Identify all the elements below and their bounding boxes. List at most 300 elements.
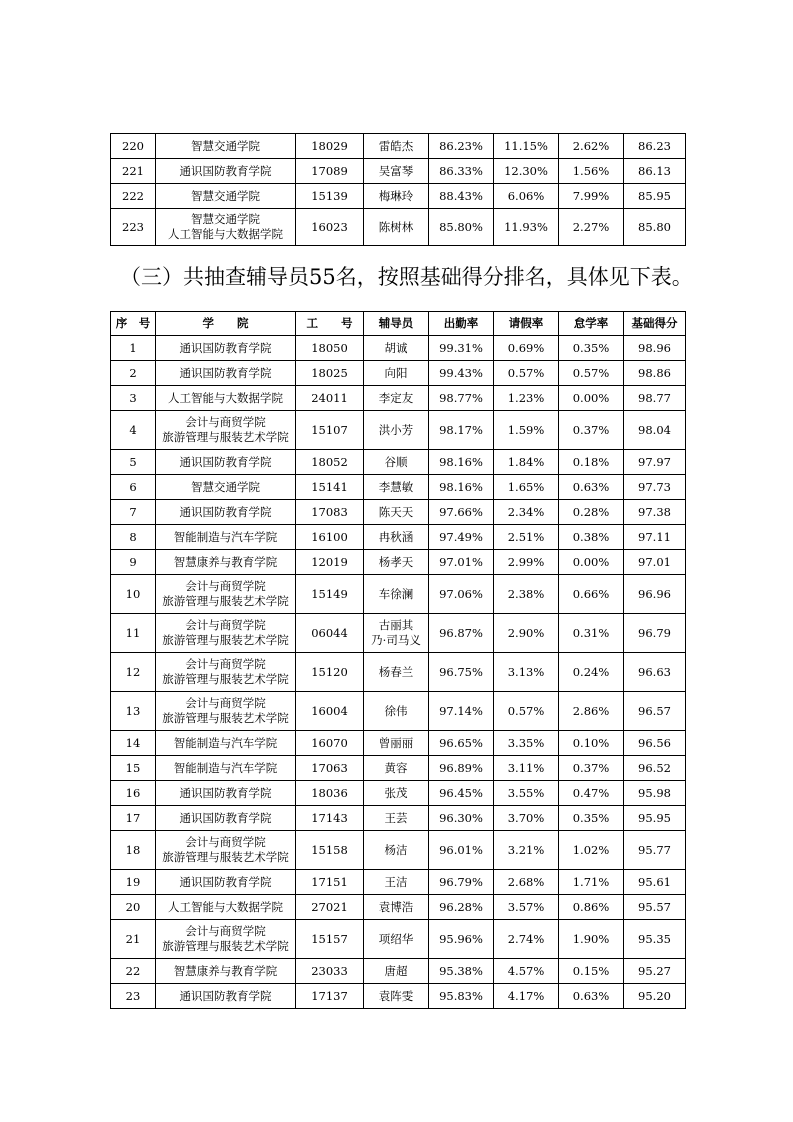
cell-college-line: 通识国防教育学院 (179, 365, 272, 380)
cell-attendance: 88.43% (429, 184, 494, 209)
header-seq: 序 号 (111, 312, 156, 336)
cell-id: 15158 (296, 831, 364, 870)
header-counselor: 辅导员 (364, 312, 429, 336)
cell-seq: 221 (111, 159, 156, 184)
cell-college-line: 通识国防教育学院 (179, 163, 272, 178)
cell-attendance: 96.45% (429, 781, 494, 806)
cell-seq: 22 (111, 959, 156, 984)
cell-absence: 0.31% (559, 614, 624, 653)
cell-counselor-line: 胡诚 (384, 340, 408, 355)
cell-college (156, 756, 296, 781)
cell-seq: 1 (111, 336, 156, 361)
cell-id: 15149 (296, 575, 364, 614)
cell-counselor (364, 870, 429, 895)
cell-counselor-line: 袁博浩 (378, 899, 414, 914)
cell-counselor-line: 乃·司马义 (371, 633, 421, 647)
cell-leave: 2.90% (494, 614, 559, 653)
cell-id: 06044 (296, 614, 364, 653)
table-row (111, 653, 686, 692)
cell-attendance: 96.79% (429, 870, 494, 895)
cell-seq: 21 (111, 920, 156, 959)
cell-score: 96.57 (624, 692, 686, 731)
cell-college-line: 会计与商贸学院 (185, 924, 266, 938)
cell-college (156, 870, 296, 895)
cell-counselor (364, 159, 429, 184)
cell-college (156, 386, 296, 411)
header-attendance: 出勤率 (429, 312, 494, 336)
cell-score: 98.77 (624, 386, 686, 411)
cell-college-line: 会计与商贸学院 (185, 618, 266, 632)
cell-score: 96.96 (624, 575, 686, 614)
cell-seq: 9 (111, 550, 156, 575)
cell-score: 85.80 (624, 209, 686, 246)
cell-college-line: 旅游管理与服装艺术学院 (162, 711, 289, 725)
cell-counselor-line: 车徐澜 (378, 586, 414, 601)
cell-attendance: 86.23% (429, 134, 494, 159)
cell-leave: 11.93% (494, 209, 559, 246)
cell-counselor-line: 徐伟 (384, 703, 408, 718)
cell-leave: 2.68% (494, 870, 559, 895)
cell-attendance: 96.01% (429, 831, 494, 870)
cell-score: 97.11 (624, 525, 686, 550)
cell-id: 18029 (296, 134, 364, 159)
cell-college-line: 智能制造与汽车学院 (173, 735, 278, 750)
header-absence: 怠学率 (559, 312, 624, 336)
section-heading: （三）共抽查辅导员55名，按照基础得分排名，具体见下表。 (120, 265, 693, 289)
cell-counselor (364, 806, 429, 831)
cell-leave: 3.57% (494, 895, 559, 920)
cell-college-line: 智慧交通学院 (191, 188, 260, 203)
table-row (111, 550, 686, 575)
cell-leave: 2.34% (494, 500, 559, 525)
cell-attendance: 96.65% (429, 731, 494, 756)
cell-attendance: 97.49% (429, 525, 494, 550)
cell-counselor-line: 向阳 (384, 365, 408, 380)
cell-seq: 6 (111, 475, 156, 500)
cell-leave: 3.35% (494, 731, 559, 756)
cell-college-line: 通识国防教育学院 (179, 340, 272, 355)
cell-seq: 7 (111, 500, 156, 525)
cell-college (156, 959, 296, 984)
table-row (111, 731, 686, 756)
cell-college (156, 184, 296, 209)
cell-attendance: 97.66% (429, 500, 494, 525)
cell-college-line: 旅游管理与服装艺术学院 (162, 430, 289, 444)
cell-score: 98.96 (624, 336, 686, 361)
cell-id: 23033 (296, 959, 364, 984)
cell-counselor-line: 张茂 (384, 785, 408, 800)
counselor-ranking-table (110, 311, 686, 1009)
cell-counselor-line: 冉秋涵 (378, 529, 414, 544)
cell-leave: 2.38% (494, 575, 559, 614)
cell-counselor-line: 王洁 (384, 874, 408, 889)
cell-counselor-line: 项绍华 (378, 931, 414, 946)
table-row (111, 806, 686, 831)
cell-leave: 4.17% (494, 984, 559, 1009)
cell-absence: 0.86% (559, 895, 624, 920)
cell-counselor-line: 袁阵雯 (378, 988, 414, 1003)
header-leave: 请假率 (494, 312, 559, 336)
cell-college-line: 通识国防教育学院 (179, 504, 272, 519)
cell-seq: 10 (111, 575, 156, 614)
table-row (111, 184, 686, 209)
cell-leave: 3.21% (494, 831, 559, 870)
cell-seq: 14 (111, 731, 156, 756)
cell-absence: 0.63% (559, 984, 624, 1009)
cell-leave: 3.55% (494, 781, 559, 806)
cell-college-line: 会计与商贸学院 (185, 835, 266, 849)
cell-score: 97.01 (624, 550, 686, 575)
cell-attendance: 98.16% (429, 450, 494, 475)
cell-absence: 0.37% (559, 411, 624, 450)
cell-counselor-line: 杨春兰 (378, 664, 414, 679)
cell-seq: 223 (111, 209, 156, 246)
cell-college-line: 智能制造与汽车学院 (173, 529, 278, 544)
cell-attendance: 99.43% (429, 361, 494, 386)
cell-counselor (364, 411, 429, 450)
cell-id: 18052 (296, 450, 364, 475)
cell-absence: 1.90% (559, 920, 624, 959)
cell-id: 16100 (296, 525, 364, 550)
cell-college-line: 通识国防教育学院 (179, 874, 272, 889)
cell-counselor (364, 920, 429, 959)
cell-id: 17151 (296, 870, 364, 895)
cell-attendance: 96.89% (429, 756, 494, 781)
cell-counselor-line: 唐超 (384, 963, 408, 978)
cell-college (156, 525, 296, 550)
cell-absence: 0.35% (559, 336, 624, 361)
table-row (111, 411, 686, 450)
cell-score: 97.73 (624, 475, 686, 500)
cell-score: 98.86 (624, 361, 686, 386)
cell-id: 24011 (296, 386, 364, 411)
cell-attendance: 98.17% (429, 411, 494, 450)
cell-college-line: 智慧康养与教育学院 (173, 554, 278, 569)
cell-counselor (364, 336, 429, 361)
cell-score: 96.79 (624, 614, 686, 653)
cell-attendance: 96.87% (429, 614, 494, 653)
cell-id: 15139 (296, 184, 364, 209)
cell-seq: 220 (111, 134, 156, 159)
cell-score: 95.57 (624, 895, 686, 920)
cell-score: 96.52 (624, 756, 686, 781)
cell-counselor (364, 475, 429, 500)
table-row (111, 870, 686, 895)
cell-leave: 6.06% (494, 184, 559, 209)
cell-college (156, 336, 296, 361)
table-row (111, 575, 686, 614)
cell-absence: 0.15% (559, 959, 624, 984)
cell-leave: 1.65% (494, 475, 559, 500)
cell-absence: 0.28% (559, 500, 624, 525)
cell-absence: 0.47% (559, 781, 624, 806)
cell-leave: 1.59% (494, 411, 559, 450)
cell-college (156, 209, 296, 246)
cell-college-line: 智慧交通学院 (191, 479, 260, 494)
cell-id: 16023 (296, 209, 364, 246)
cell-counselor (364, 134, 429, 159)
table-row (111, 959, 686, 984)
cell-college (156, 731, 296, 756)
cell-score: 97.97 (624, 450, 686, 475)
cell-college (156, 475, 296, 500)
table-row (111, 159, 686, 184)
table-row (111, 386, 686, 411)
cell-college-line: 智能制造与汽车学院 (173, 760, 278, 775)
table-row (111, 781, 686, 806)
cell-counselor-line: 古丽其 (378, 618, 414, 632)
cell-id: 15120 (296, 653, 364, 692)
cell-leave: 12.30% (494, 159, 559, 184)
cell-counselor (364, 500, 429, 525)
cell-counselor (364, 781, 429, 806)
cell-id: 16070 (296, 731, 364, 756)
cell-leave: 0.57% (494, 692, 559, 731)
cell-college-line: 旅游管理与服装艺术学院 (162, 633, 289, 647)
cell-college (156, 134, 296, 159)
cell-college (156, 895, 296, 920)
cell-absence: 2.62% (559, 134, 624, 159)
cell-absence: 0.10% (559, 731, 624, 756)
cell-counselor-line: 黄容 (384, 760, 408, 775)
cell-attendance: 98.77% (429, 386, 494, 411)
cell-counselor-line: 王芸 (384, 810, 408, 825)
cell-score: 95.35 (624, 920, 686, 959)
cell-leave: 0.69% (494, 336, 559, 361)
table-row (111, 525, 686, 550)
cell-college-line: 会计与商贸学院 (185, 415, 266, 429)
cell-counselor (364, 959, 429, 984)
cell-counselor-line: 李慧敏 (378, 479, 414, 494)
cell-college-line: 人工智能与大数据学院 (168, 227, 283, 241)
cell-id: 18036 (296, 781, 364, 806)
cell-seq: 3 (111, 386, 156, 411)
cell-seq: 11 (111, 614, 156, 653)
cell-counselor-line: 吴富琴 (378, 163, 414, 178)
cell-college-line: 通识国防教育学院 (179, 988, 272, 1003)
cell-attendance: 97.14% (429, 692, 494, 731)
cell-id: 15157 (296, 920, 364, 959)
cell-college-line: 人工智能与大数据学院 (168, 899, 283, 914)
cell-college (156, 450, 296, 475)
cell-id: 17063 (296, 756, 364, 781)
cell-seq: 15 (111, 756, 156, 781)
cell-counselor (364, 614, 429, 653)
cell-absence: 0.37% (559, 756, 624, 781)
cell-seq: 23 (111, 984, 156, 1009)
table-row (111, 984, 686, 1009)
cell-score: 95.95 (624, 806, 686, 831)
header-id: 工 号 (296, 312, 364, 336)
cell-seq: 5 (111, 450, 156, 475)
cell-college (156, 806, 296, 831)
table-row (111, 895, 686, 920)
cell-seq: 4 (111, 411, 156, 450)
cell-score: 95.27 (624, 959, 686, 984)
table-row (111, 831, 686, 870)
cell-absence: 2.86% (559, 692, 624, 731)
cell-college (156, 614, 296, 653)
cell-counselor (364, 450, 429, 475)
cell-seq: 18 (111, 831, 156, 870)
cell-college-line: 通识国防教育学院 (179, 454, 272, 469)
cell-score: 95.61 (624, 870, 686, 895)
cell-id: 27021 (296, 895, 364, 920)
cell-college (156, 575, 296, 614)
cell-counselor-line: 梅琳玲 (378, 188, 414, 203)
cell-counselor-line: 李定友 (378, 390, 414, 405)
cell-seq: 13 (111, 692, 156, 731)
cell-counselor (364, 184, 429, 209)
cell-id: 12019 (296, 550, 364, 575)
cell-absence: 2.27% (559, 209, 624, 246)
table-body (111, 336, 686, 1009)
cell-counselor-line: 雷皓杰 (378, 138, 414, 153)
table-row (111, 692, 686, 731)
cell-counselor-line: 谷顺 (384, 454, 408, 469)
table-row (111, 920, 686, 959)
cell-absence: 0.00% (559, 550, 624, 575)
cell-counselor (364, 731, 429, 756)
cell-counselor (364, 209, 429, 246)
cell-absence: 0.57% (559, 361, 624, 386)
table-row (111, 134, 686, 159)
cell-college (156, 781, 296, 806)
cell-college-line: 智慧交通学院 (191, 138, 260, 153)
cell-counselor (364, 831, 429, 870)
cell-absence: 0.38% (559, 525, 624, 550)
cell-leave: 2.74% (494, 920, 559, 959)
cell-counselor (364, 692, 429, 731)
cell-leave: 2.51% (494, 525, 559, 550)
cell-score: 95.77 (624, 831, 686, 870)
cell-score: 98.04 (624, 411, 686, 450)
cell-college-line: 会计与商贸学院 (185, 657, 266, 671)
cell-attendance: 85.80% (429, 209, 494, 246)
table-header-row (111, 312, 686, 336)
table-row (111, 500, 686, 525)
cell-counselor (364, 386, 429, 411)
cell-absence: 0.24% (559, 653, 624, 692)
cell-score: 86.23 (624, 134, 686, 159)
cell-attendance: 95.83% (429, 984, 494, 1009)
cell-id: 15141 (296, 475, 364, 500)
cell-id: 17143 (296, 806, 364, 831)
cell-absence: 1.02% (559, 831, 624, 870)
cell-college-line: 旅游管理与服装艺术学院 (162, 672, 289, 686)
cell-college (156, 411, 296, 450)
table-body (111, 134, 686, 246)
cell-score: 95.20 (624, 984, 686, 1009)
cell-college (156, 500, 296, 525)
cell-score: 85.95 (624, 184, 686, 209)
cell-leave: 3.13% (494, 653, 559, 692)
cell-attendance: 98.16% (429, 475, 494, 500)
cell-score: 95.98 (624, 781, 686, 806)
cell-college (156, 653, 296, 692)
cell-counselor-line: 曾丽丽 (378, 735, 414, 750)
cell-counselor (364, 653, 429, 692)
cell-college (156, 920, 296, 959)
cell-leave: 2.99% (494, 550, 559, 575)
cell-leave: 1.23% (494, 386, 559, 411)
cell-counselor (364, 550, 429, 575)
cell-college-line: 旅游管理与服装艺术学院 (162, 594, 289, 608)
cell-attendance: 86.33% (429, 159, 494, 184)
cell-counselor (364, 895, 429, 920)
cell-college-line: 旅游管理与服装艺术学院 (162, 939, 289, 953)
cell-college-line: 旅游管理与服装艺术学院 (162, 850, 289, 864)
cell-seq: 20 (111, 895, 156, 920)
cell-absence: 1.56% (559, 159, 624, 184)
cell-seq: 16 (111, 781, 156, 806)
cell-attendance: 95.38% (429, 959, 494, 984)
cell-college-line: 智慧康养与教育学院 (173, 963, 278, 978)
table-row (111, 475, 686, 500)
cell-leave: 3.11% (494, 756, 559, 781)
cell-attendance: 99.31% (429, 336, 494, 361)
cell-counselor-line: 洪小芳 (378, 422, 414, 437)
table-row (111, 336, 686, 361)
cell-id: 17083 (296, 500, 364, 525)
cell-seq: 222 (111, 184, 156, 209)
cell-absence: 0.66% (559, 575, 624, 614)
cell-seq: 17 (111, 806, 156, 831)
cell-seq: 19 (111, 870, 156, 895)
cell-absence: 1.71% (559, 870, 624, 895)
cell-college (156, 984, 296, 1009)
cell-college-line: 人工智能与大数据学院 (168, 390, 283, 405)
cell-college-line: 通识国防教育学院 (179, 810, 272, 825)
cell-attendance: 97.06% (429, 575, 494, 614)
cell-college (156, 692, 296, 731)
cell-counselor-line: 陈天天 (378, 504, 414, 519)
cell-attendance: 97.01% (429, 550, 494, 575)
cell-score: 86.13 (624, 159, 686, 184)
cell-seq: 2 (111, 361, 156, 386)
cell-college (156, 550, 296, 575)
cell-id: 17137 (296, 984, 364, 1009)
ranking-table-continued (110, 133, 686, 246)
cell-score: 97.38 (624, 500, 686, 525)
cell-college (156, 159, 296, 184)
cell-attendance: 95.96% (429, 920, 494, 959)
cell-id: 18025 (296, 361, 364, 386)
cell-counselor-line: 杨孝天 (378, 554, 414, 569)
cell-absence: 0.18% (559, 450, 624, 475)
cell-absence: 0.63% (559, 475, 624, 500)
cell-counselor-line: 陈树林 (378, 219, 414, 234)
cell-college-line: 会计与商贸学院 (185, 579, 266, 593)
table-row (111, 209, 686, 246)
cell-attendance: 96.30% (429, 806, 494, 831)
table-row (111, 450, 686, 475)
cell-attendance: 96.28% (429, 895, 494, 920)
cell-leave: 1.84% (494, 450, 559, 475)
cell-seq: 12 (111, 653, 156, 692)
header-college: 学 院 (156, 312, 296, 336)
cell-counselor-line: 杨洁 (384, 842, 408, 857)
cell-leave: 11.15% (494, 134, 559, 159)
cell-absence: 0.00% (559, 386, 624, 411)
cell-id: 18050 (296, 336, 364, 361)
cell-id: 16004 (296, 692, 364, 731)
cell-score: 96.56 (624, 731, 686, 756)
cell-counselor (364, 756, 429, 781)
cell-absence: 7.99% (559, 184, 624, 209)
cell-absence: 0.35% (559, 806, 624, 831)
cell-counselor (364, 575, 429, 614)
